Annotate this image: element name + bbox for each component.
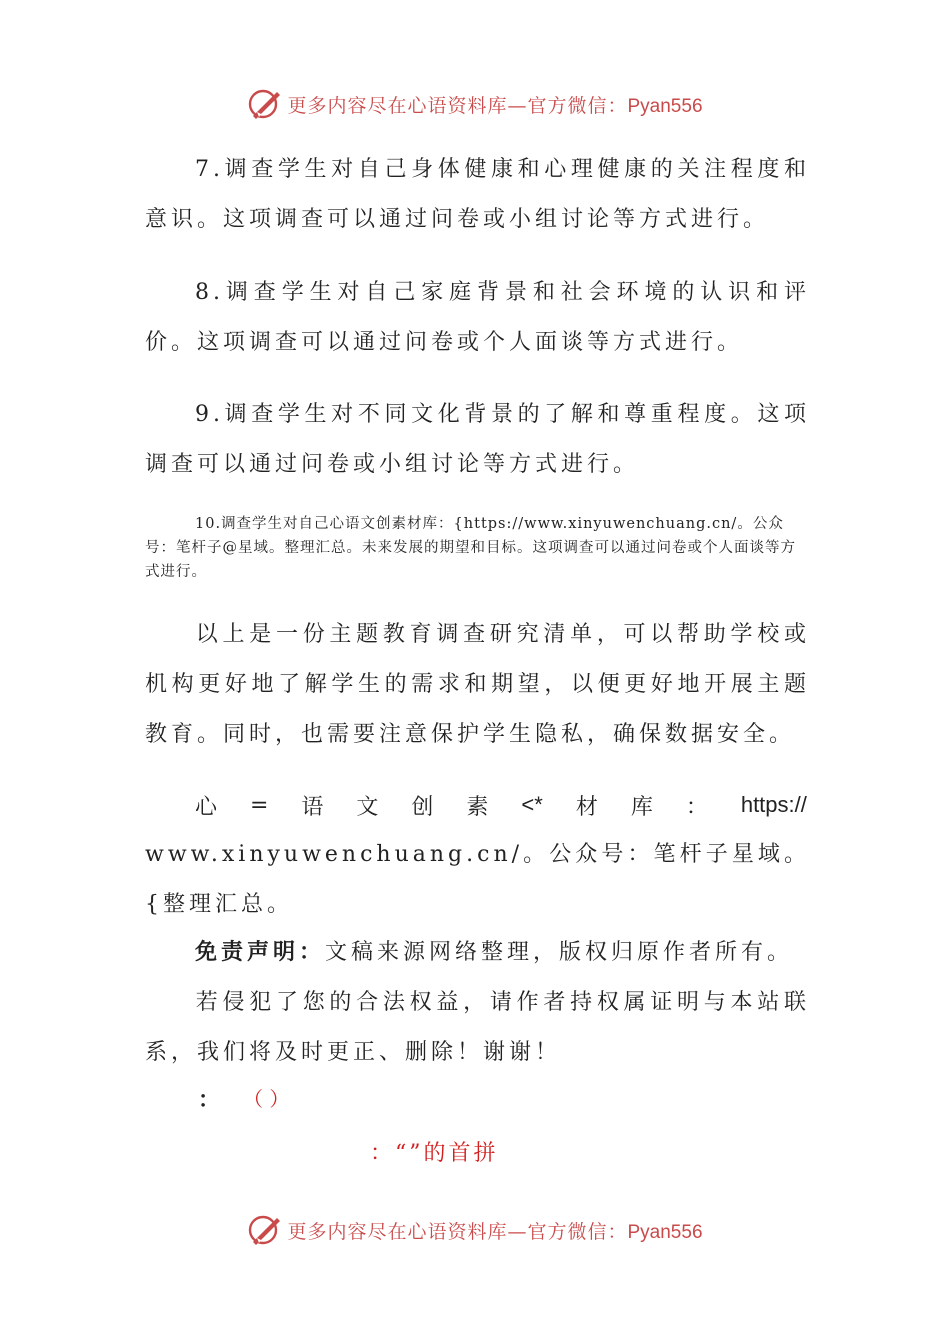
source-line-2: www.xinyuwenchuang.cn/。公众号：笔杆子星域。{整理汇总。 bbox=[145, 842, 810, 917]
disclaimer-label: 免责声明： bbox=[195, 940, 326, 965]
banner-text: 更多内容尽在心语资料库—官方微信：Pyan556 bbox=[287, 94, 703, 117]
list-item-8: 8.调查学生对自己家庭背景和社会环境的认识和评价。这项调查可以通过问卷或个人面谈等方式进行。 bbox=[145, 280, 810, 355]
source-line: 心 = 语 文 创 素 <* 材 库 ： https:// bbox=[195, 792, 807, 820]
list-item-10: 10.调查学生对自己心语文创素材库：{https://www.xinyuwenchuang.cn/。公众号：笔杆子@星域。整理汇总。未来发展的期望和目标。这项调查可以通过问卷或个人面谈等方式进行。 bbox=[145, 516, 796, 580]
footnote-pinyin: ：“”的首拼 bbox=[370, 1141, 499, 1166]
summary-paragraph: 以上是一份主题教育调查研究清单，可以帮助学校或机构更好地了解学生的需求和期望，以便更好地开展主题教育。同时，也需要注意保护学生隐私，确保数据安全。 bbox=[145, 622, 810, 747]
disclaimer-body: 若侵犯了您的合法权益，请作者持权属证明与本站联系，我们将及时更正、删除！谢谢！ bbox=[145, 990, 810, 1065]
footer-banner bbox=[0, 1210, 950, 1250]
header-banner bbox=[0, 84, 950, 124]
pen-logo-icon bbox=[247, 86, 283, 122]
list-item-7: 7.调查学生对自己身体健康和心理健康的关注程度和意识。这项调查可以通过问卷或小组讨论等方式进行。 bbox=[145, 157, 810, 232]
pen-logo-icon bbox=[247, 1212, 283, 1248]
footnote-paren: （ ） bbox=[243, 1087, 290, 1111]
footnote-colon: ： bbox=[198, 1088, 221, 1113]
list-item-9: 9.调查学生对不同文化背景的了解和尊重程度。这项调查可以通过问卷或小组讨论等方式进行。 bbox=[145, 402, 810, 477]
banner-text: 更多内容尽在心语资料库—官方微信：Pyan556 bbox=[287, 1220, 703, 1243]
disclaimer: 免责声明：文稿来源网络整理，版权归原作者所有。 bbox=[195, 940, 794, 965]
